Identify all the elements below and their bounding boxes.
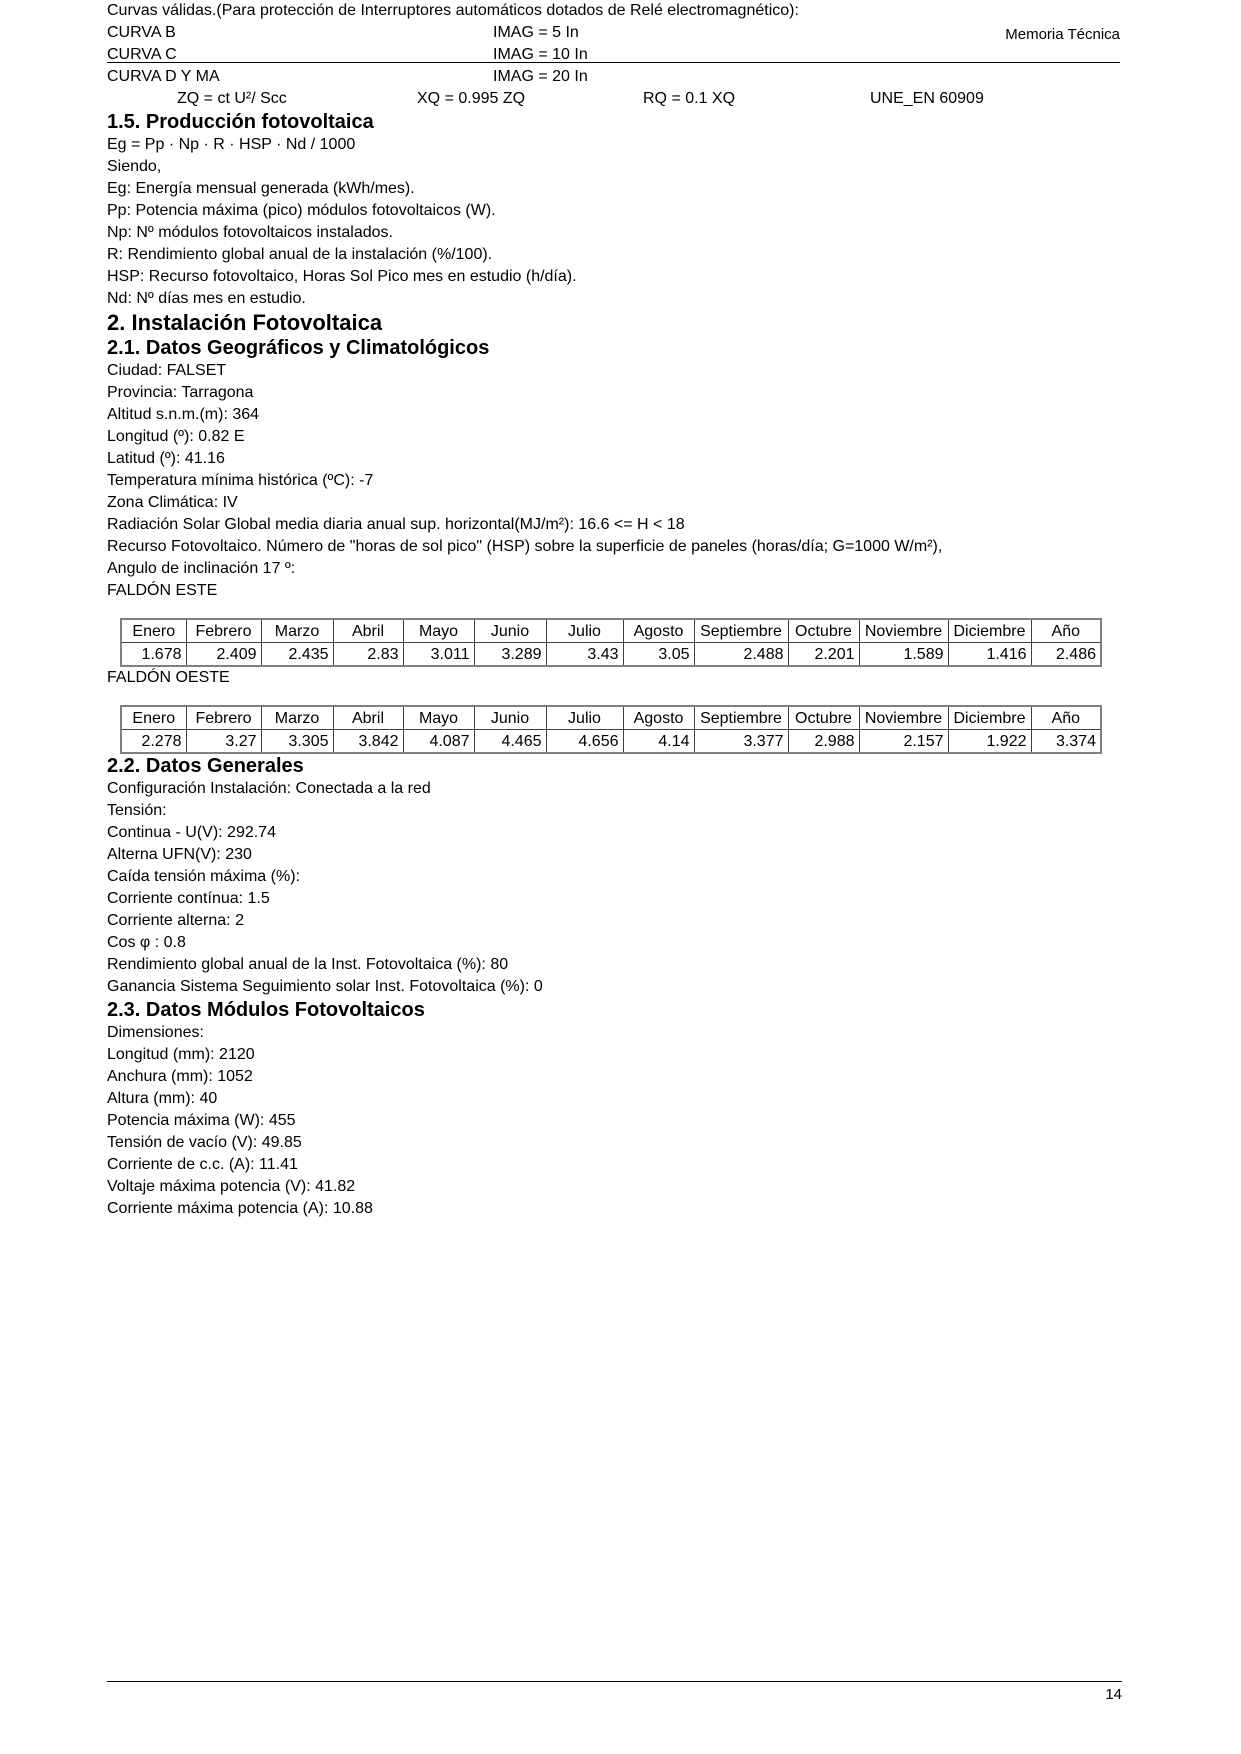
curves-list (107, 22, 1120, 88)
hsp-value: 3.374 (1031, 730, 1101, 754)
table-data-row (121, 643, 1101, 667)
hsp-value: 3.305 (261, 730, 333, 754)
impedance-formulas-row (107, 88, 1120, 110)
data-line: Cos φ : 0.8 (107, 934, 186, 951)
data-line: Altura (mm): 40 (107, 1090, 218, 1107)
month-header: Marzo (261, 706, 333, 730)
hsp-value: 2.278 (121, 730, 186, 754)
hsp-value: 2.157 (859, 730, 948, 754)
data-line: Rendimiento global anual de la Inst. Fotovoltaica (%): 80 (107, 956, 509, 973)
data-line: Potencia máxima (W): 455 (107, 1112, 296, 1129)
hsp-value: 2.486 (1031, 643, 1101, 667)
month-header: Octubre (788, 619, 859, 643)
month-header: Agosto (623, 706, 694, 730)
curve-row (107, 44, 1120, 66)
hsp-value: 1.922 (948, 730, 1031, 754)
month-header: Marzo (261, 619, 333, 643)
geo-climate-data (107, 360, 1120, 580)
hsp-value: 4.465 (474, 730, 546, 754)
month-header: Julio (546, 619, 623, 643)
general-data-block (107, 778, 1120, 998)
data-line: Longitud (mm): 2120 (107, 1046, 255, 1063)
page-number: 14 (1105, 1686, 1122, 1703)
month-header: Año (1031, 706, 1101, 730)
curve-label: CURVA D Y MA (107, 68, 220, 85)
data-line: Configuración Instalación: Conectada a la red (107, 780, 431, 797)
data-line: Dimensiones: (107, 1024, 204, 1041)
data-line: Altitud s.n.m.(m): 364 (107, 406, 260, 423)
hsp-value: 3.377 (694, 730, 788, 754)
formula-rq: RQ = 0.1 XQ (643, 90, 736, 107)
section-2-title: 2. Instalación Fotovoltaica (107, 310, 383, 335)
formula-zq: ZQ = ct U²/ Scc (177, 90, 287, 107)
hsp-table-oeste (120, 705, 1102, 754)
data-line: Ciudad: FALSET (107, 362, 227, 379)
hsp-value: 1.416 (948, 643, 1031, 667)
hsp-value: 1.589 (859, 643, 948, 667)
month-header: Septiembre (694, 706, 788, 730)
month-header: Junio (474, 706, 546, 730)
month-header: Abril (333, 706, 403, 730)
curve-label: CURVA C (107, 46, 177, 63)
month-header: Abril (333, 619, 403, 643)
hsp-value: 1.678 (121, 643, 186, 667)
data-line: Latitud (º): 41.16 (107, 450, 225, 467)
hsp-value: 2.409 (186, 643, 261, 667)
hsp-table-este (120, 618, 1102, 667)
month-header: Mayo (403, 619, 474, 643)
definitions-intro: Siendo, (107, 158, 162, 175)
definition-line: Eg: Energía mensual generada (kWh/mes). (107, 180, 415, 197)
definition-line: R: Rendimiento global anual de la instalación (%/100). (107, 246, 493, 263)
hsp-value: 2.488 (694, 643, 788, 667)
data-line: Voltaje máxima potencia (V): 41.82 (107, 1178, 356, 1195)
data-line: Corriente contínua: 1.5 (107, 890, 270, 907)
month-header: Enero (121, 619, 186, 643)
curve-value: IMAG = 5 In (493, 24, 579, 41)
curve-label: CURVA B (107, 24, 176, 41)
section-2-3-title: 2.3. Datos Módulos Fotovoltaicos (107, 999, 425, 1021)
month-header: Noviembre (859, 706, 948, 730)
data-line: Recurso Fotovoltaico. Número de "horas de sol pico" (HSP) sobre la superficie de paneles (horas/día; G=1000 W/m²), (107, 538, 943, 555)
month-header: Mayo (403, 706, 474, 730)
curve-row (107, 66, 1120, 88)
section-1-5-title: 1.5. Producción fotovoltaica (107, 111, 374, 133)
data-line: Longitud (º): 0.82 E (107, 428, 245, 445)
data-line: Corriente máxima potencia (A): 10.88 (107, 1200, 373, 1217)
data-line: Continua - U(V): 292.74 (107, 824, 276, 841)
data-line: Corriente de c.c. (A): 11.41 (107, 1156, 298, 1173)
month-header: Diciembre (948, 619, 1031, 643)
data-line: Caída tensión máxima (%): (107, 868, 300, 885)
definitions-block (107, 156, 1120, 310)
month-header: Junio (474, 619, 546, 643)
data-line: Tensión de vacío (V): 49.85 (107, 1134, 302, 1151)
hsp-value: 3.43 (546, 643, 623, 667)
section-2-2-title: 2.2. Datos Generales (107, 755, 304, 777)
data-line: Zona Climática: IV (107, 494, 238, 511)
curve-value: IMAG = 10 In (493, 46, 588, 63)
table-header-row (121, 706, 1101, 730)
section-2-1-title: 2.1. Datos Geográficos y Climatológicos (107, 337, 490, 359)
data-line: Radiación Solar Global media diaria anual sup. horizontal(MJ/m²): 16.6 <= H < 18 (107, 516, 685, 533)
definition-line: Np: Nº módulos fotovoltaicos instalados. (107, 224, 393, 241)
month-header: Enero (121, 706, 186, 730)
data-line: Anchura (mm): 1052 (107, 1068, 253, 1085)
curve-value: IMAG = 20 In (493, 68, 588, 85)
curve-row (107, 22, 1120, 44)
month-header: Agosto (623, 619, 694, 643)
hsp-value: 2.83 (333, 643, 403, 667)
table-data-row (121, 730, 1101, 754)
hsp-value: 2.435 (261, 643, 333, 667)
definition-line: Pp: Potencia máxima (pico) módulos fotovoltaicos (W). (107, 202, 496, 219)
hsp-value: 3.05 (623, 643, 694, 667)
month-header: Febrero (186, 706, 261, 730)
data-line: Alterna UFN(V): 230 (107, 846, 252, 863)
hsp-value: 3.011 (403, 643, 474, 667)
month-header: Noviembre (859, 619, 948, 643)
eg-formula: Eg = Pp · Np · R · HSP · Nd / 1000 (107, 136, 356, 153)
module-data-block (107, 1022, 1120, 1220)
hsp-value: 2.988 (788, 730, 859, 754)
table-header-row (121, 619, 1101, 643)
hsp-value: 3.842 (333, 730, 403, 754)
standard-reference: UNE_EN 60909 (870, 90, 984, 107)
definition-line: HSP: Recurso fotovoltaico, Horas Sol Pico mes en estudio (h/día). (107, 268, 577, 285)
data-line: Corriente alterna: 2 (107, 912, 244, 929)
hsp-value: 4.14 (623, 730, 694, 754)
hsp-value: 3.27 (186, 730, 261, 754)
month-header: Julio (546, 706, 623, 730)
data-line: Tensión: (107, 802, 167, 819)
formula-xq: XQ = 0.995 ZQ (417, 90, 526, 107)
data-line: Temperatura mínima histórica (ºC): -7 (107, 472, 374, 489)
month-header: Febrero (186, 619, 261, 643)
hsp-value: 3.289 (474, 643, 546, 667)
data-line: Angulo de inclinación 17 º: (107, 560, 296, 577)
definition-line: Nd: Nº días mes en estudio. (107, 290, 306, 307)
month-header: Septiembre (694, 619, 788, 643)
hsp-value: 4.087 (403, 730, 474, 754)
data-line: Provincia: Tarragona (107, 384, 254, 401)
page-header-title: Memoria Técnica (1005, 26, 1120, 43)
faldon-oeste-label: FALDÓN OESTE (107, 669, 230, 686)
faldon-este-label: FALDÓN ESTE (107, 582, 218, 599)
hsp-value: 2.201 (788, 643, 859, 667)
month-header: Diciembre (948, 706, 1031, 730)
data-line: Ganancia Sistema Seguimiento solar Inst. Fotovoltaica (%): 0 (107, 978, 543, 995)
footer-rule (107, 1681, 1122, 1682)
hsp-value: 4.656 (546, 730, 623, 754)
month-header: Octubre (788, 706, 859, 730)
month-header: Año (1031, 619, 1101, 643)
intro-paragraph: Curvas válidas.(Para protección de Interruptores automáticos dotados de Relé electromagnético): (107, 2, 799, 19)
